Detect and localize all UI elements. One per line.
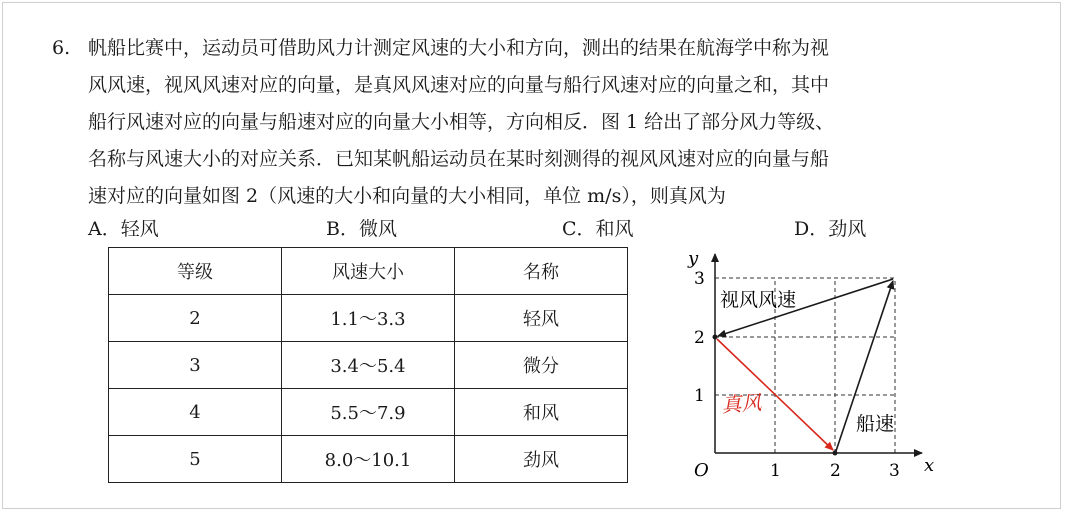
table-cell: 微分 <box>455 342 628 389</box>
table-cell: 劲风 <box>455 436 628 483</box>
option-b[interactable]: B．微风 <box>326 218 397 240</box>
table-header: 等级 <box>109 248 282 295</box>
point-2-0 <box>833 451 838 456</box>
table-cell: 5 <box>109 436 282 483</box>
table-cell: 和风 <box>455 389 628 436</box>
vector-diagram <box>670 240 940 490</box>
question-line-5: 速对应的向量如图 2（风速的大小和向量的大小相同，单位 m/s），则真风为 <box>88 185 726 207</box>
x-axis-label: x <box>924 455 935 476</box>
vector-figure <box>670 240 940 494</box>
question-stem <box>52 30 1042 215</box>
table-cell: 2 <box>109 295 282 342</box>
option-a[interactable]: A．轻风 <box>88 218 159 240</box>
table-header-row <box>109 248 628 295</box>
apparent-wind-label: 视风风速 <box>720 289 797 311</box>
x-tick-label: 2 <box>830 461 841 481</box>
question-line-2: 风风速，视风风速对应的向量，是真风风速对应的向量与船行风速对应的向量之和，其中 <box>88 74 830 96</box>
origin-label: O <box>694 460 709 481</box>
y-tick-label: 2 <box>694 328 705 348</box>
option-c[interactable]: C．和风 <box>562 218 634 240</box>
table-row <box>109 342 628 389</box>
table-cell: 1.1～3.3 <box>282 295 455 342</box>
y-axis-label: y <box>688 248 699 269</box>
table-row <box>109 389 628 436</box>
table-cell: 3 <box>109 342 282 389</box>
option-d[interactable]: D．劲风 <box>794 218 867 240</box>
true-wind-handwritten-label: 真风 <box>720 390 763 417</box>
table-cell: 轻风 <box>455 295 628 342</box>
x-tick-label: 1 <box>770 461 781 481</box>
point-0-2 <box>713 335 718 340</box>
question-number: 6. <box>52 37 71 59</box>
table-header: 名称 <box>455 248 628 295</box>
table-cell: 3.4～5.4 <box>282 342 455 389</box>
question-line-4: 名称与风速大小的对应关系．已知某帆船运动员在某时刻测得的视风风速对应的向量与船 <box>88 148 830 170</box>
wind-scale-table <box>108 247 628 483</box>
table-row <box>109 295 628 342</box>
table-cell: 4 <box>109 389 282 436</box>
x-tick-label: 3 <box>889 461 900 481</box>
y-tick-label: 3 <box>694 269 705 289</box>
boat-speed-label: 船速 <box>856 413 895 435</box>
question-line-1: 6. 帆船比赛中，运动员可借助风力计测定风速的大小和方向，测出的结果在航海学中称为视 <box>52 30 1042 67</box>
question-line-3: 船行风速对应的向量与船速对应的向量大小相等，方向相反．图 1 给出了部分风力等级、 <box>88 111 835 133</box>
table-cell: 8.0～10.1 <box>282 436 455 483</box>
table-header: 风速大小 <box>282 248 455 295</box>
table-row <box>109 436 628 483</box>
y-tick-label: 1 <box>694 386 705 406</box>
table-cell: 5.5～7.9 <box>282 389 455 436</box>
